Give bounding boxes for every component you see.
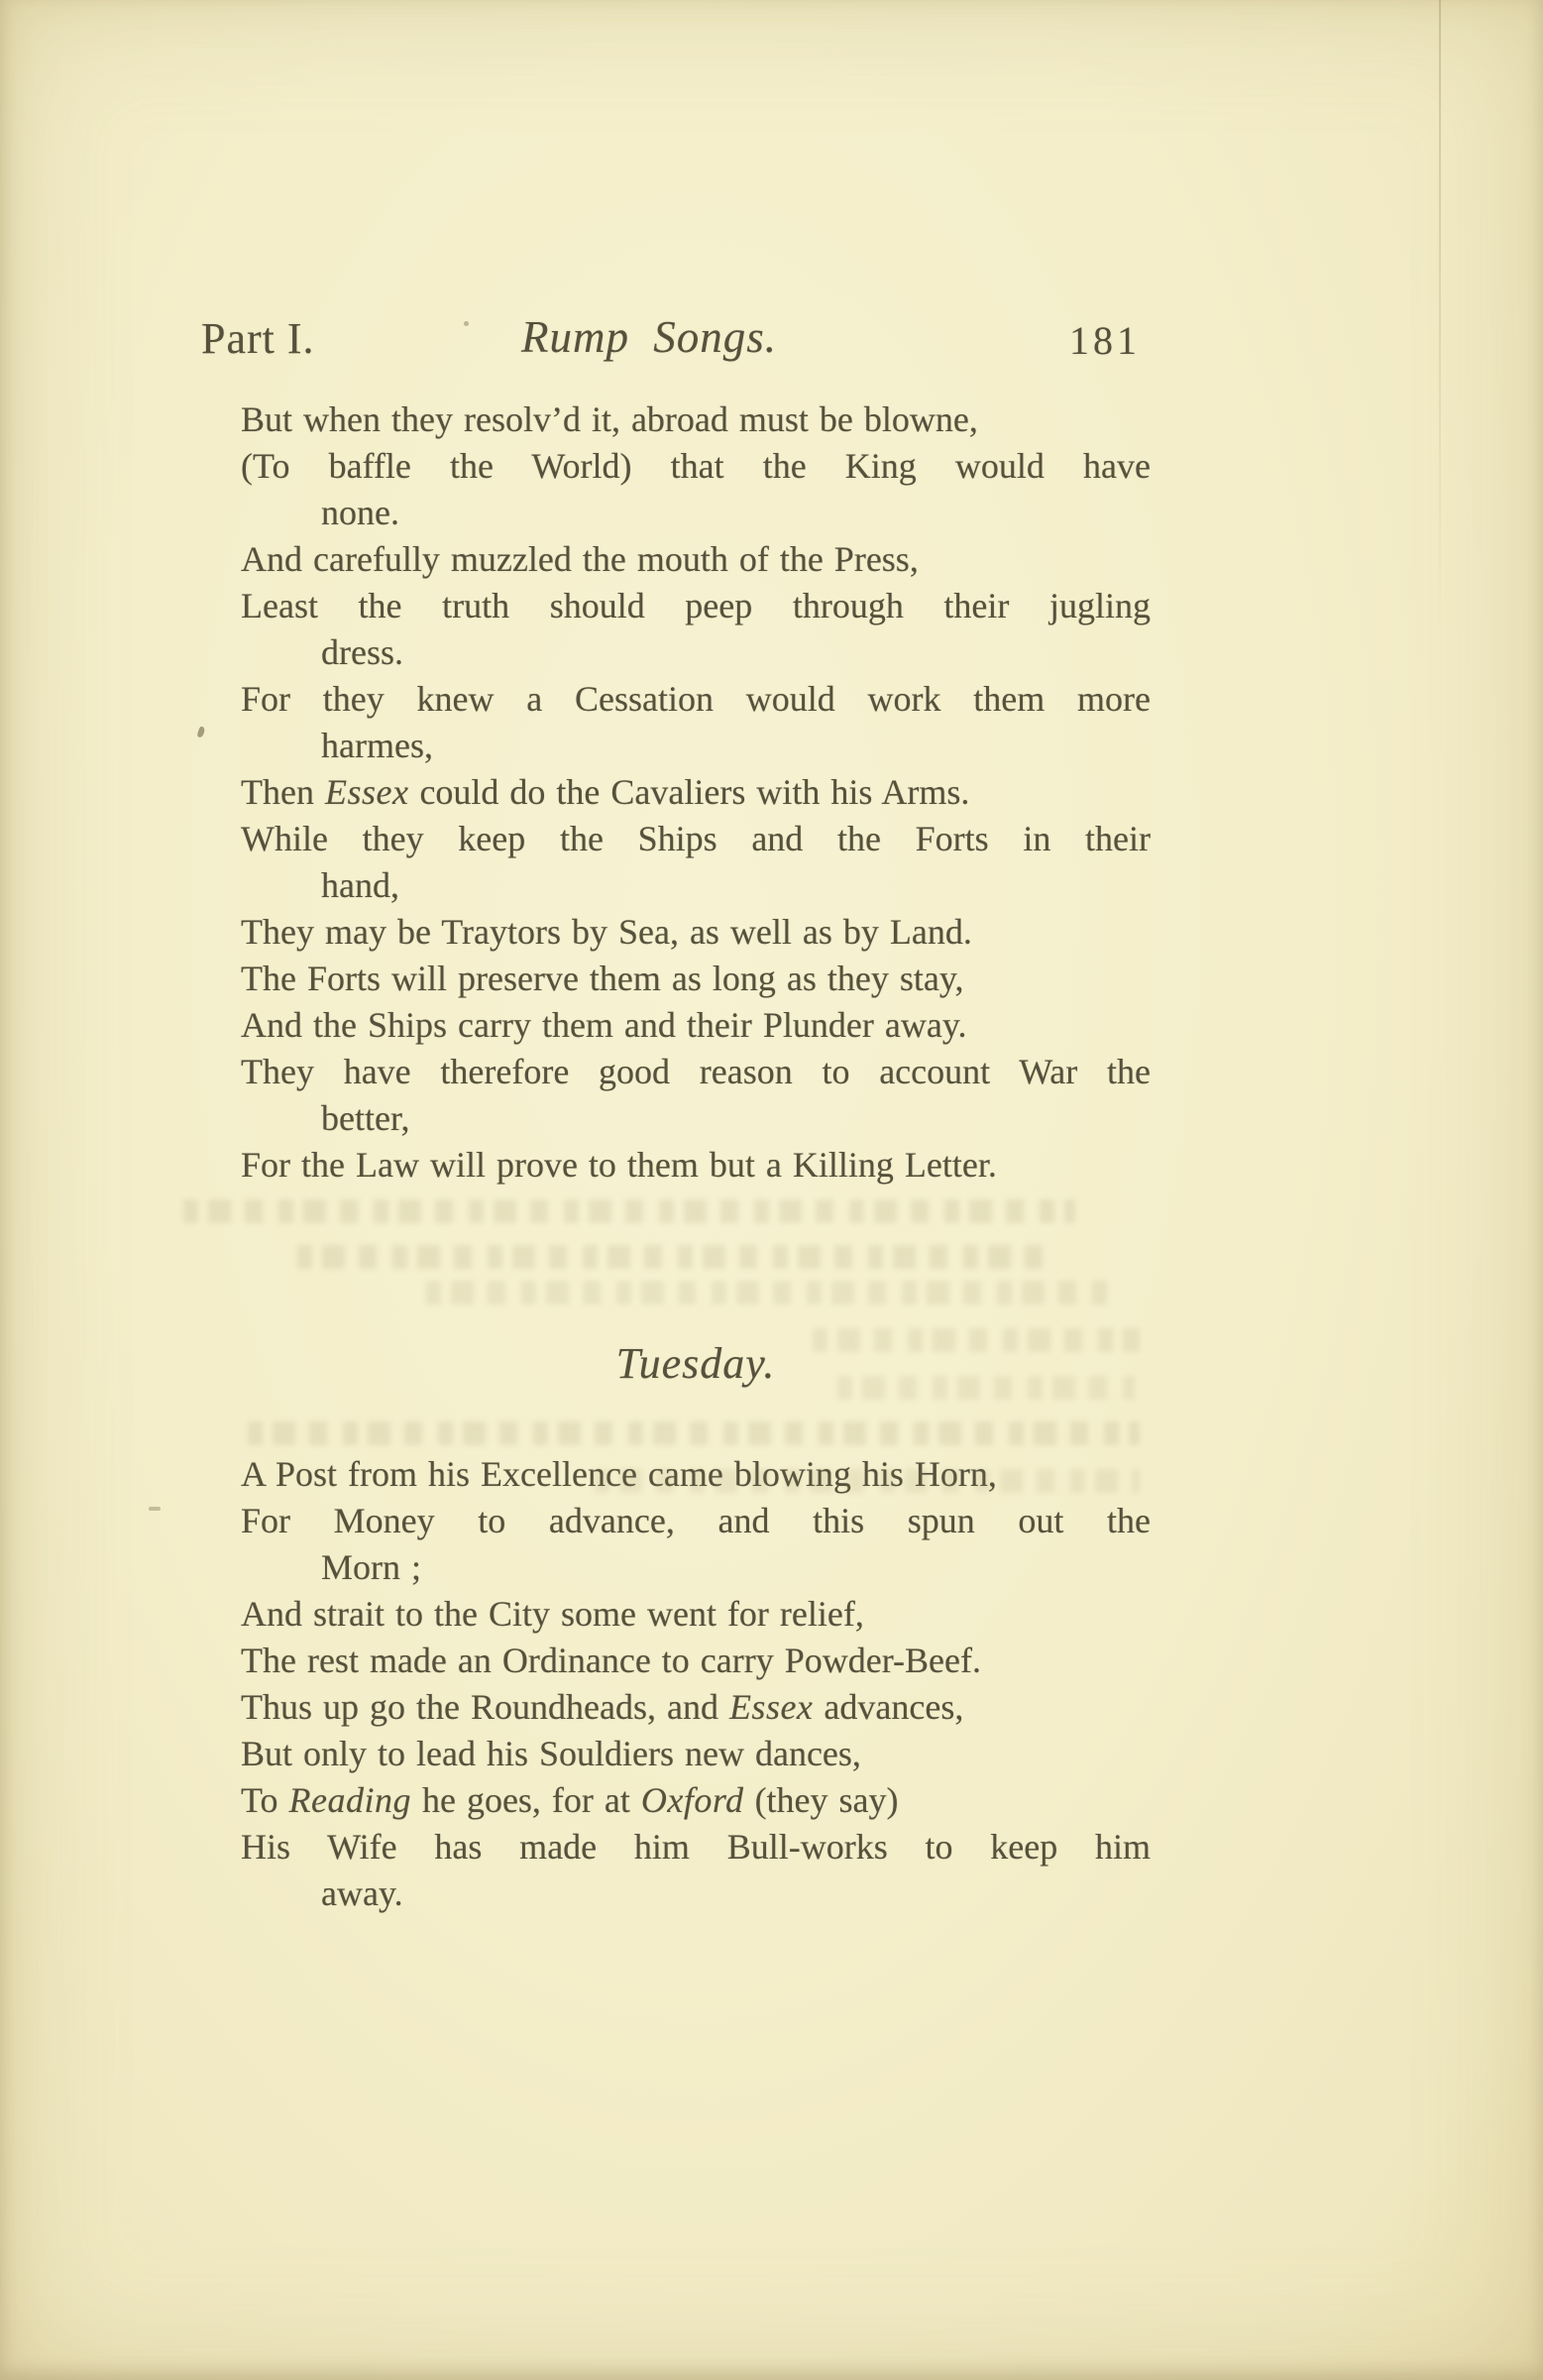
- poem-segment: (To baffle the World) that the King would have: [241, 446, 1151, 486]
- poem-segment: To: [241, 1780, 289, 1820]
- poem-line: [241, 723, 1151, 769]
- poem-segment-italic: Essex: [324, 772, 409, 812]
- show-through-smudge: [248, 1421, 1140, 1445]
- poem-line: [241, 1544, 1151, 1591]
- poem-line: [241, 1142, 1151, 1189]
- poem-line: [241, 536, 1151, 583]
- poem-segment-italic: Reading: [288, 1780, 411, 1820]
- poem-line: [241, 1049, 1151, 1095]
- poem-line: [241, 583, 1151, 629]
- poem-line: [241, 1777, 1151, 1824]
- poem-segment: But only to lead his Souldiers new dances,: [241, 1734, 861, 1773]
- poem-segment: For they knew a Cessation would work them more: [241, 679, 1151, 719]
- poem-line: [241, 1095, 1151, 1142]
- poem-line: [241, 676, 1151, 723]
- poem-segment: Then: [241, 772, 325, 812]
- poem-line: [241, 629, 1151, 676]
- poem-segment: none.: [321, 493, 399, 532]
- poem-line: [241, 769, 1151, 816]
- poem-line: [241, 1870, 1151, 1917]
- poem-line: [241, 956, 1151, 1002]
- poem-line: [241, 443, 1151, 490]
- poem-line: [241, 862, 1151, 909]
- poem-segment: Morn ;: [321, 1547, 421, 1587]
- running-header-part: Part I.: [201, 314, 315, 363]
- poem-segment: Least the truth should peep through their jugling: [241, 586, 1151, 625]
- poem-line: [241, 397, 1151, 443]
- poem-segment: And the Ships carry them and their Plunder away.: [241, 1005, 967, 1045]
- poem-segment: And strait to the City some went for relief,: [241, 1594, 864, 1634]
- poem-segment: (they say): [743, 1780, 899, 1820]
- show-through-smudge: [297, 1245, 1050, 1269]
- poem-segment: he goes, for at: [410, 1780, 641, 1820]
- poem-segment: dress.: [321, 632, 403, 672]
- section-heading-tuesday: Tuesday.: [615, 1339, 776, 1388]
- poem-segment-italic: Essex: [728, 1687, 814, 1727]
- stanza-monday-continued: [241, 397, 1151, 1189]
- poem-segment: Thus up go the Roundheads, and: [241, 1687, 729, 1727]
- page-crease-shadow: [1439, 0, 1441, 634]
- page-number: 181: [1069, 318, 1141, 363]
- poem-segment: The rest made an Ordinance to carry Powder-Beef.: [241, 1641, 981, 1680]
- poem-segment: They may be Traytors by Sea, as well as by Land.: [241, 912, 972, 952]
- poem-segment: better,: [321, 1098, 410, 1138]
- poem-line: [241, 1684, 1151, 1731]
- poem-line: [241, 1002, 1151, 1049]
- poem-segment: For the Law will prove to them but a Killing Letter.: [241, 1145, 997, 1185]
- show-through-smudge: [426, 1281, 1110, 1304]
- poem-segment-italic: Oxford: [640, 1780, 744, 1820]
- poem-segment: They have therefore good reason to account War the: [241, 1052, 1151, 1091]
- poem-line: [241, 1591, 1151, 1638]
- poem-segment: While they keep the Ships and the Forts in their: [241, 819, 1151, 858]
- poem-line: [241, 1498, 1151, 1544]
- poem-line: [241, 490, 1151, 536]
- poem-segment: For Money to advance, and this spun out the: [241, 1501, 1151, 1540]
- poem-segment: His Wife has made him Bull-works to keep him: [241, 1827, 1151, 1867]
- poem-line: [241, 909, 1151, 956]
- poem-segment: And carefully muzzled the mouth of the Press,: [241, 539, 919, 579]
- show-through-smudge: [813, 1328, 1140, 1352]
- poem-segment: could do the Cavaliers with his Arms.: [408, 772, 970, 812]
- poem-segment: But when they resolv’d it, abroad must be blowne,: [241, 399, 978, 439]
- poem-line: [241, 816, 1151, 862]
- poem-segment: The Forts will preserve them as long as they stay,: [241, 959, 964, 998]
- ink-speck: [196, 726, 205, 737]
- poem-line: [241, 1731, 1151, 1777]
- poem-segment: advances,: [813, 1687, 964, 1727]
- show-through-smudge: [837, 1376, 1135, 1400]
- show-through-smudge: [183, 1199, 1075, 1223]
- poem-line: [241, 1824, 1151, 1870]
- show-through-smudge: [595, 1469, 1140, 1493]
- poem-segment: hand,: [321, 865, 399, 905]
- poem-segment: away.: [321, 1873, 403, 1913]
- poem-line: [241, 1638, 1151, 1684]
- poem-segment: harmes,: [321, 726, 433, 765]
- ink-speck: [464, 321, 469, 326]
- running-header-title: Rump Songs.: [521, 312, 777, 362]
- ink-speck: [149, 1507, 161, 1511]
- poem-segment: A Post from his Excellence came blowing his Horn,: [241, 1454, 997, 1494]
- stanza-tuesday: [241, 1451, 1151, 1917]
